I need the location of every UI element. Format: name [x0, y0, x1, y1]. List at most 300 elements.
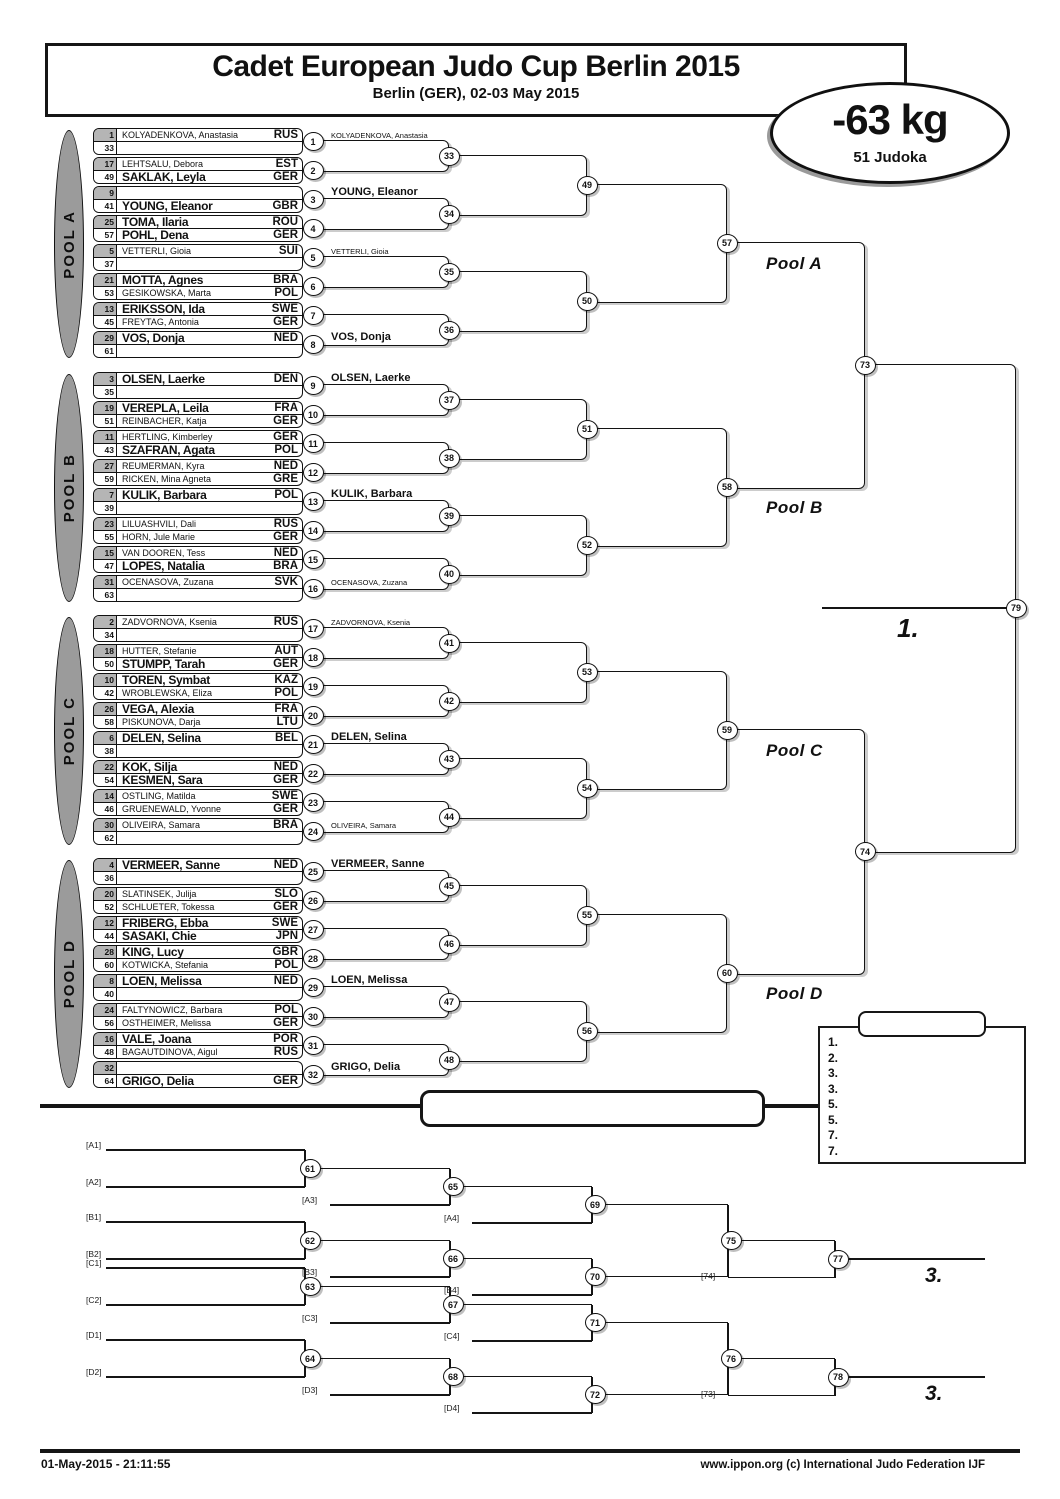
match-circle-r1: 26	[303, 891, 324, 910]
entry-box	[93, 789, 303, 816]
repechage-slot-label: [C3]	[302, 1313, 318, 1323]
entry-row	[94, 589, 302, 601]
bronze-winner-line	[849, 1376, 985, 1378]
match-circle-r1: 14	[303, 521, 324, 540]
entry-row	[94, 245, 302, 258]
bracket-line	[319, 1286, 450, 1288]
country-code: GER	[273, 316, 298, 328]
entry-row	[94, 473, 302, 485]
athlete-name: OSTHEIMER, Melissa	[122, 1018, 212, 1028]
match-circle-repechage: 63	[300, 1277, 321, 1296]
athlete-name: PISKUNOVA, Darja	[122, 717, 201, 727]
match-circle-repechage: 68	[443, 1367, 464, 1386]
seed-number: 56	[94, 1017, 117, 1029]
seed-number: 64	[94, 1075, 117, 1087]
seed-number: 34	[94, 629, 117, 641]
bracket-connector	[320, 384, 449, 416]
match-circle-pool-final: 58	[717, 478, 738, 497]
bracket-line	[106, 1376, 305, 1378]
seed-number: 42	[94, 687, 117, 699]
match-circle-semifinal: 74	[855, 842, 876, 861]
athlete-name: HUTTER, Stefanie	[122, 646, 197, 656]
bracket-connector	[875, 364, 1016, 854]
entry-row	[94, 716, 302, 728]
entry-row	[94, 872, 302, 884]
entry-row	[94, 774, 302, 786]
bracket-connector	[459, 1001, 587, 1062]
athlete-name: HERTLING, Kimberley	[122, 432, 213, 442]
match-circle-r1: 16	[303, 579, 324, 598]
bracket-line	[472, 1222, 592, 1224]
athlete-name: ZADVORNOVA, Ksenia	[122, 617, 217, 627]
repechage-slot-label: [B2]	[86, 1249, 102, 1259]
seed-number: 54	[94, 774, 117, 786]
repechage-slot-label: [D1]	[86, 1330, 102, 1340]
bye-winner-name: YOUNG, Eleanor	[331, 185, 418, 198]
entry-box	[93, 331, 303, 358]
match-circle-r1: 18	[303, 648, 324, 667]
country-code: GER	[273, 229, 298, 241]
bracket-connector	[320, 198, 449, 230]
country-code: GBR	[272, 200, 298, 212]
seed-number: 14	[94, 790, 117, 802]
match-circle-bronze: 78	[828, 1368, 849, 1387]
entry-row	[94, 959, 302, 971]
seed-number: 1	[94, 129, 117, 141]
pool-wedge	[54, 374, 84, 602]
seed-number: 22	[94, 761, 117, 773]
match-circle-r1: 24	[303, 822, 324, 841]
match-circle-r1: 17	[303, 619, 324, 638]
athlete-name: OLSEN, Laerke	[122, 372, 205, 386]
match-circle-repechage: 70	[585, 1267, 606, 1286]
pool-side-label: Pool C	[766, 741, 823, 760]
entry-box	[93, 459, 303, 486]
athlete-name: KING, Lucy	[122, 945, 184, 959]
match-circle-repechage: 65	[443, 1177, 464, 1196]
third-place-label: 3.	[925, 1382, 943, 1405]
pool-wedge	[54, 617, 84, 845]
country-code: POL	[274, 959, 298, 971]
bracket-line	[728, 1277, 835, 1279]
athlete-name: OLIVEIRA, Samara	[122, 820, 201, 830]
bye-winner-name: GRIGO, Delia	[331, 1060, 401, 1073]
match-circle-r1: 4	[303, 219, 324, 238]
entry-row	[94, 1004, 302, 1017]
entry-row	[94, 444, 302, 456]
country-code: DEN	[273, 373, 298, 385]
athlete-name: KULIK, Barbara	[122, 488, 207, 502]
result-place-label: 5.	[828, 1112, 839, 1127]
repechage-slot-label: [B1]	[86, 1212, 102, 1222]
bracket-line	[106, 1149, 305, 1151]
seed-number: 39	[94, 502, 117, 514]
match-circle-r1: 28	[303, 949, 324, 968]
athlete-name: VALE, Joana	[122, 1032, 192, 1046]
athlete-name: VEGA, Alexia	[122, 702, 194, 716]
entry-row	[94, 303, 302, 316]
country-code: BRA	[273, 819, 298, 831]
match-circle-r1: 1	[303, 132, 324, 151]
seed-number: 53	[94, 287, 117, 299]
athlete-name: SLATINSEK, Julija	[122, 889, 197, 899]
match-circle-qf: 50	[577, 292, 598, 311]
seed-number: 31	[94, 576, 117, 588]
entry-row	[94, 629, 302, 641]
bracket-connector	[737, 242, 865, 489]
match-circle-r1: 27	[303, 920, 324, 939]
match-circle-r1: 10	[303, 405, 324, 424]
bracket-line	[106, 1304, 305, 1306]
seed-number: 47	[94, 560, 117, 572]
seed-number: 49	[94, 171, 117, 183]
entry-row	[94, 402, 302, 415]
country-code: BRA	[273, 560, 298, 572]
seed-number: 16	[94, 1033, 117, 1045]
seed-number: 26	[94, 703, 117, 715]
judoka-count: 51 Judoka	[853, 149, 927, 166]
match-circle-repechage: 61	[300, 1159, 321, 1178]
bracket-connector	[320, 986, 449, 1018]
entry-row	[94, 274, 302, 287]
country-code: NED	[273, 332, 298, 344]
bye-winner-name: VETTERLI, Gioia	[331, 246, 389, 256]
country-code: EST	[275, 158, 298, 170]
bye-winner-name: VERMEER, Sanne	[331, 857, 425, 870]
seed-number: 63	[94, 589, 117, 601]
athlete-name: VOS, Donja	[122, 331, 185, 345]
entry-box	[93, 372, 303, 399]
seed-number: 37	[94, 258, 117, 270]
entry-row	[94, 576, 302, 589]
athlete-name: VERMEER, Sanne	[122, 858, 220, 872]
match-circle-r2: 38	[439, 449, 460, 468]
seed-number: 51	[94, 415, 117, 427]
entry-box	[93, 517, 303, 544]
seed-number: 38	[94, 745, 117, 757]
athlete-name: MOTTA, Agnes	[122, 273, 204, 287]
entry-box	[93, 1003, 303, 1030]
athlete-name: GESIKOWSKA, Marta	[122, 288, 212, 298]
entry-row	[94, 200, 302, 212]
entry-box	[93, 673, 303, 700]
country-code: ROU	[272, 216, 298, 228]
bracket-connector	[320, 627, 449, 659]
country-code: GER	[273, 774, 298, 786]
pool-wedge-label: POOL A	[60, 209, 78, 279]
country-code: SVK	[274, 576, 298, 588]
bracket-connector	[459, 642, 587, 703]
seed-number: 61	[94, 345, 117, 357]
country-code: SWE	[271, 303, 298, 315]
match-circle-r1: 29	[303, 978, 324, 997]
seed-number: 41	[94, 200, 117, 212]
athlete-name: SZAFRAN, Agata	[122, 443, 215, 457]
country-code: NED	[273, 460, 298, 472]
country-code: LTU	[276, 716, 298, 728]
athlete-name: FRIBERG, Ebba	[122, 916, 209, 930]
athlete-name: SAKLAK, Leyla	[122, 170, 206, 184]
result-place-label: 2.	[828, 1050, 839, 1065]
results-box	[818, 1026, 1026, 1164]
athlete-name: ERIKSSON, Ida	[122, 302, 205, 316]
athlete-name: FALTYNOWICZ, Barbara	[122, 1005, 223, 1015]
bracket-line	[106, 1258, 305, 1260]
seed-number: 24	[94, 1004, 117, 1016]
athlete-name: KOTWICKA, Stefania	[122, 960, 209, 970]
repechage-slot-label: [D4]	[444, 1403, 460, 1413]
entry-box	[93, 273, 303, 300]
match-circle-r2: 44	[439, 808, 460, 827]
country-code: SWE	[271, 917, 298, 929]
match-circle-r2: 36	[439, 321, 460, 340]
bracket-connector	[320, 500, 449, 532]
pool-wedge	[54, 860, 84, 1088]
match-circle-r1: 23	[303, 793, 324, 812]
entry-box	[93, 760, 303, 787]
country-code: RUS	[273, 1046, 298, 1058]
entry-box	[93, 858, 303, 885]
bye-winner-name: OLIVEIRA, Samara	[331, 820, 397, 830]
entry-row	[94, 386, 302, 398]
athlete-name: TOMA, Ilaria	[122, 215, 189, 229]
bracket-line	[606, 1204, 728, 1206]
country-code: SWE	[271, 790, 298, 802]
repechage-loser-ref: [73]	[701, 1388, 716, 1399]
seed-number: 45	[94, 316, 117, 328]
match-circle-r1: 3	[303, 190, 324, 209]
seed-number: 58	[94, 716, 117, 728]
bracket-line	[728, 1395, 835, 1397]
bracket-connector	[320, 685, 449, 717]
entry-row	[94, 745, 302, 757]
seed-number: 13	[94, 303, 117, 315]
bracket-line	[330, 1276, 450, 1278]
bracket-connector	[320, 256, 449, 288]
pool-wedge-label: POOL B	[60, 453, 78, 523]
bracket-line	[741, 1358, 835, 1360]
match-circle-r1: 30	[303, 1007, 324, 1026]
match-circle-repechage: 71	[585, 1313, 606, 1332]
country-code: AUT	[274, 645, 298, 657]
match-circle-r1: 13	[303, 492, 324, 511]
seed-number: 46	[94, 803, 117, 815]
result-place-label: 7.	[828, 1143, 839, 1158]
bracket-connector	[597, 671, 727, 790]
seed-number: 20	[94, 888, 117, 900]
bracket-connector	[737, 729, 865, 975]
country-code: NED	[273, 859, 298, 871]
entry-box	[93, 430, 303, 457]
entry-row	[94, 415, 302, 427]
match-circle-r1: 19	[303, 677, 324, 696]
country-code: FRA	[274, 703, 298, 715]
country-code: RUS	[273, 518, 298, 530]
entry-box	[93, 575, 303, 602]
bracket-line	[472, 1412, 592, 1414]
entry-row	[94, 674, 302, 687]
athlete-name: GRIGO, Delia	[122, 1074, 194, 1088]
results-tab-box	[858, 1011, 986, 1037]
page-subtitle: Berlin (GER), 02-03 May 2015	[372, 85, 580, 102]
match-circle-r1: 9	[303, 376, 324, 395]
entry-row	[94, 888, 302, 901]
bracket-line	[741, 1240, 835, 1242]
bracket-connector	[459, 515, 587, 576]
entry-row	[94, 703, 302, 716]
result-place-label: 3.	[828, 1081, 839, 1096]
athlete-name: WROBLEWSKA, Eliza	[122, 688, 213, 698]
entry-box	[93, 302, 303, 329]
bracket-line	[330, 1322, 450, 1324]
bye-winner-name: LOEN, Melissa	[331, 973, 408, 986]
entry-row	[94, 1033, 302, 1046]
entry-row	[94, 489, 302, 502]
bye-winner-name: VOS, Donja	[331, 330, 391, 343]
entry-box	[93, 731, 303, 758]
entry-box	[93, 546, 303, 573]
country-code: GER	[273, 658, 298, 670]
match-circle-qf: 54	[577, 779, 598, 798]
country-code: SUI	[278, 245, 298, 257]
entry-box	[93, 644, 303, 671]
bracket-connector	[320, 442, 449, 474]
match-circle-r1: 25	[303, 862, 324, 881]
seed-number: 32	[94, 1062, 117, 1074]
entry-box	[93, 887, 303, 914]
match-circle-pool-final: 59	[717, 721, 738, 740]
country-code: GER	[273, 1075, 298, 1087]
athlete-name: LILUASHVILI, Dali	[122, 519, 197, 529]
bye-winner-name: KULIK, Barbara	[331, 487, 413, 500]
pool-wedge-label: POOL C	[60, 696, 78, 766]
country-code: GER	[273, 803, 298, 815]
athlete-name: KOK, Silja	[122, 760, 178, 774]
repechage-slot-label: [C2]	[86, 1295, 102, 1305]
match-circle-r2: 35	[439, 263, 460, 282]
seed-number: 17	[94, 158, 117, 170]
match-circle-qf: 55	[577, 906, 598, 925]
entry-row	[94, 531, 302, 543]
match-circle-repechage: 64	[300, 1349, 321, 1368]
match-circle-r2: 48	[439, 1051, 460, 1070]
seed-number: 36	[94, 872, 117, 884]
seed-number: 55	[94, 531, 117, 543]
bracket-connector	[320, 870, 449, 902]
seed-number: 33	[94, 142, 117, 154]
country-code: POL	[274, 444, 298, 456]
entry-box	[93, 215, 303, 242]
entry-row	[94, 560, 302, 572]
bracket-line	[472, 1340, 592, 1342]
match-circle-r2: 47	[439, 993, 460, 1012]
country-code: GER	[273, 431, 298, 443]
entry-row	[94, 946, 302, 959]
country-code: GER	[273, 901, 298, 913]
bracket-line	[106, 1186, 305, 1188]
bracket-connector	[459, 271, 587, 332]
match-circle-repechage: 62	[300, 1231, 321, 1250]
entry-row	[94, 460, 302, 473]
country-code: POL	[274, 489, 298, 501]
seed-number: 5	[94, 245, 117, 257]
result-place-label: 1.	[828, 1035, 839, 1049]
match-circle-r1: 6	[303, 277, 324, 296]
country-code: POL	[274, 687, 298, 699]
bracket-line	[106, 1267, 305, 1269]
seed-number: 43	[94, 444, 117, 456]
repechage-slot-label: [D2]	[86, 1367, 102, 1377]
bracket-connector	[597, 184, 727, 303]
seed-number: 30	[94, 819, 117, 831]
match-circle-qf: 52	[577, 536, 598, 555]
seed-number: 62	[94, 832, 117, 844]
bracket-line	[330, 1204, 450, 1206]
bracket-connector	[597, 914, 727, 1033]
finals-header-box	[420, 1090, 765, 1127]
entry-box	[93, 128, 303, 155]
seed-number: 18	[94, 645, 117, 657]
match-circle-r2: 39	[439, 507, 460, 526]
entry-row	[94, 1046, 302, 1058]
country-code: POL	[274, 287, 298, 299]
bracket-line	[319, 1240, 450, 1242]
seed-number: 25	[94, 216, 117, 228]
seed-number: 57	[94, 229, 117, 241]
pool-wedge-label: POOL D	[60, 939, 78, 1009]
entry-row	[94, 975, 302, 988]
entry-box	[93, 1032, 303, 1059]
bracket-connector	[459, 758, 587, 819]
seed-number: 10	[94, 674, 117, 686]
match-circle-r2: 42	[439, 692, 460, 711]
country-code: POR	[273, 1033, 298, 1045]
pool-side-label: Pool D	[766, 984, 823, 1003]
seed-number: 19	[94, 402, 117, 414]
country-code: GER	[273, 531, 298, 543]
footer-line	[40, 1449, 1020, 1453]
result-place-label: 7.	[828, 1128, 839, 1142]
seed-number: 3	[94, 373, 117, 385]
match-circle-r1: 11	[303, 434, 324, 453]
athlete-name: KESMEN, Sara	[122, 773, 203, 787]
repechage-slot-label: [C4]	[444, 1331, 460, 1341]
match-circle-pool-final: 60	[717, 964, 738, 983]
entry-row	[94, 171, 302, 183]
bracket-line	[472, 1294, 592, 1296]
bracket-line	[106, 1221, 305, 1223]
bye-winner-name: OLSEN, Laerke	[331, 371, 411, 384]
athlete-name: HORN, Jule Marie	[122, 532, 196, 542]
entry-box	[93, 401, 303, 428]
repechage-slot-label: [B4]	[444, 1285, 460, 1295]
entry-row	[94, 142, 302, 154]
country-code: NED	[273, 975, 298, 987]
repechage-loser-ref: [74]	[701, 1270, 716, 1281]
pool-wedge	[54, 130, 84, 358]
entry-box	[93, 818, 303, 845]
entry-row	[94, 803, 302, 815]
match-circle-r1: 15	[303, 550, 324, 569]
weight-class-oval	[770, 82, 1010, 184]
match-circle-repechage: 66	[443, 1249, 464, 1268]
match-circle-repechage: 67	[443, 1295, 464, 1314]
entry-row	[94, 859, 302, 872]
match-circle-r1: 8	[303, 335, 324, 354]
athlete-name: KOLYADENKOVA, Anastasia	[122, 130, 239, 140]
match-circle-r1: 31	[303, 1036, 324, 1055]
seed-number: 52	[94, 901, 117, 913]
